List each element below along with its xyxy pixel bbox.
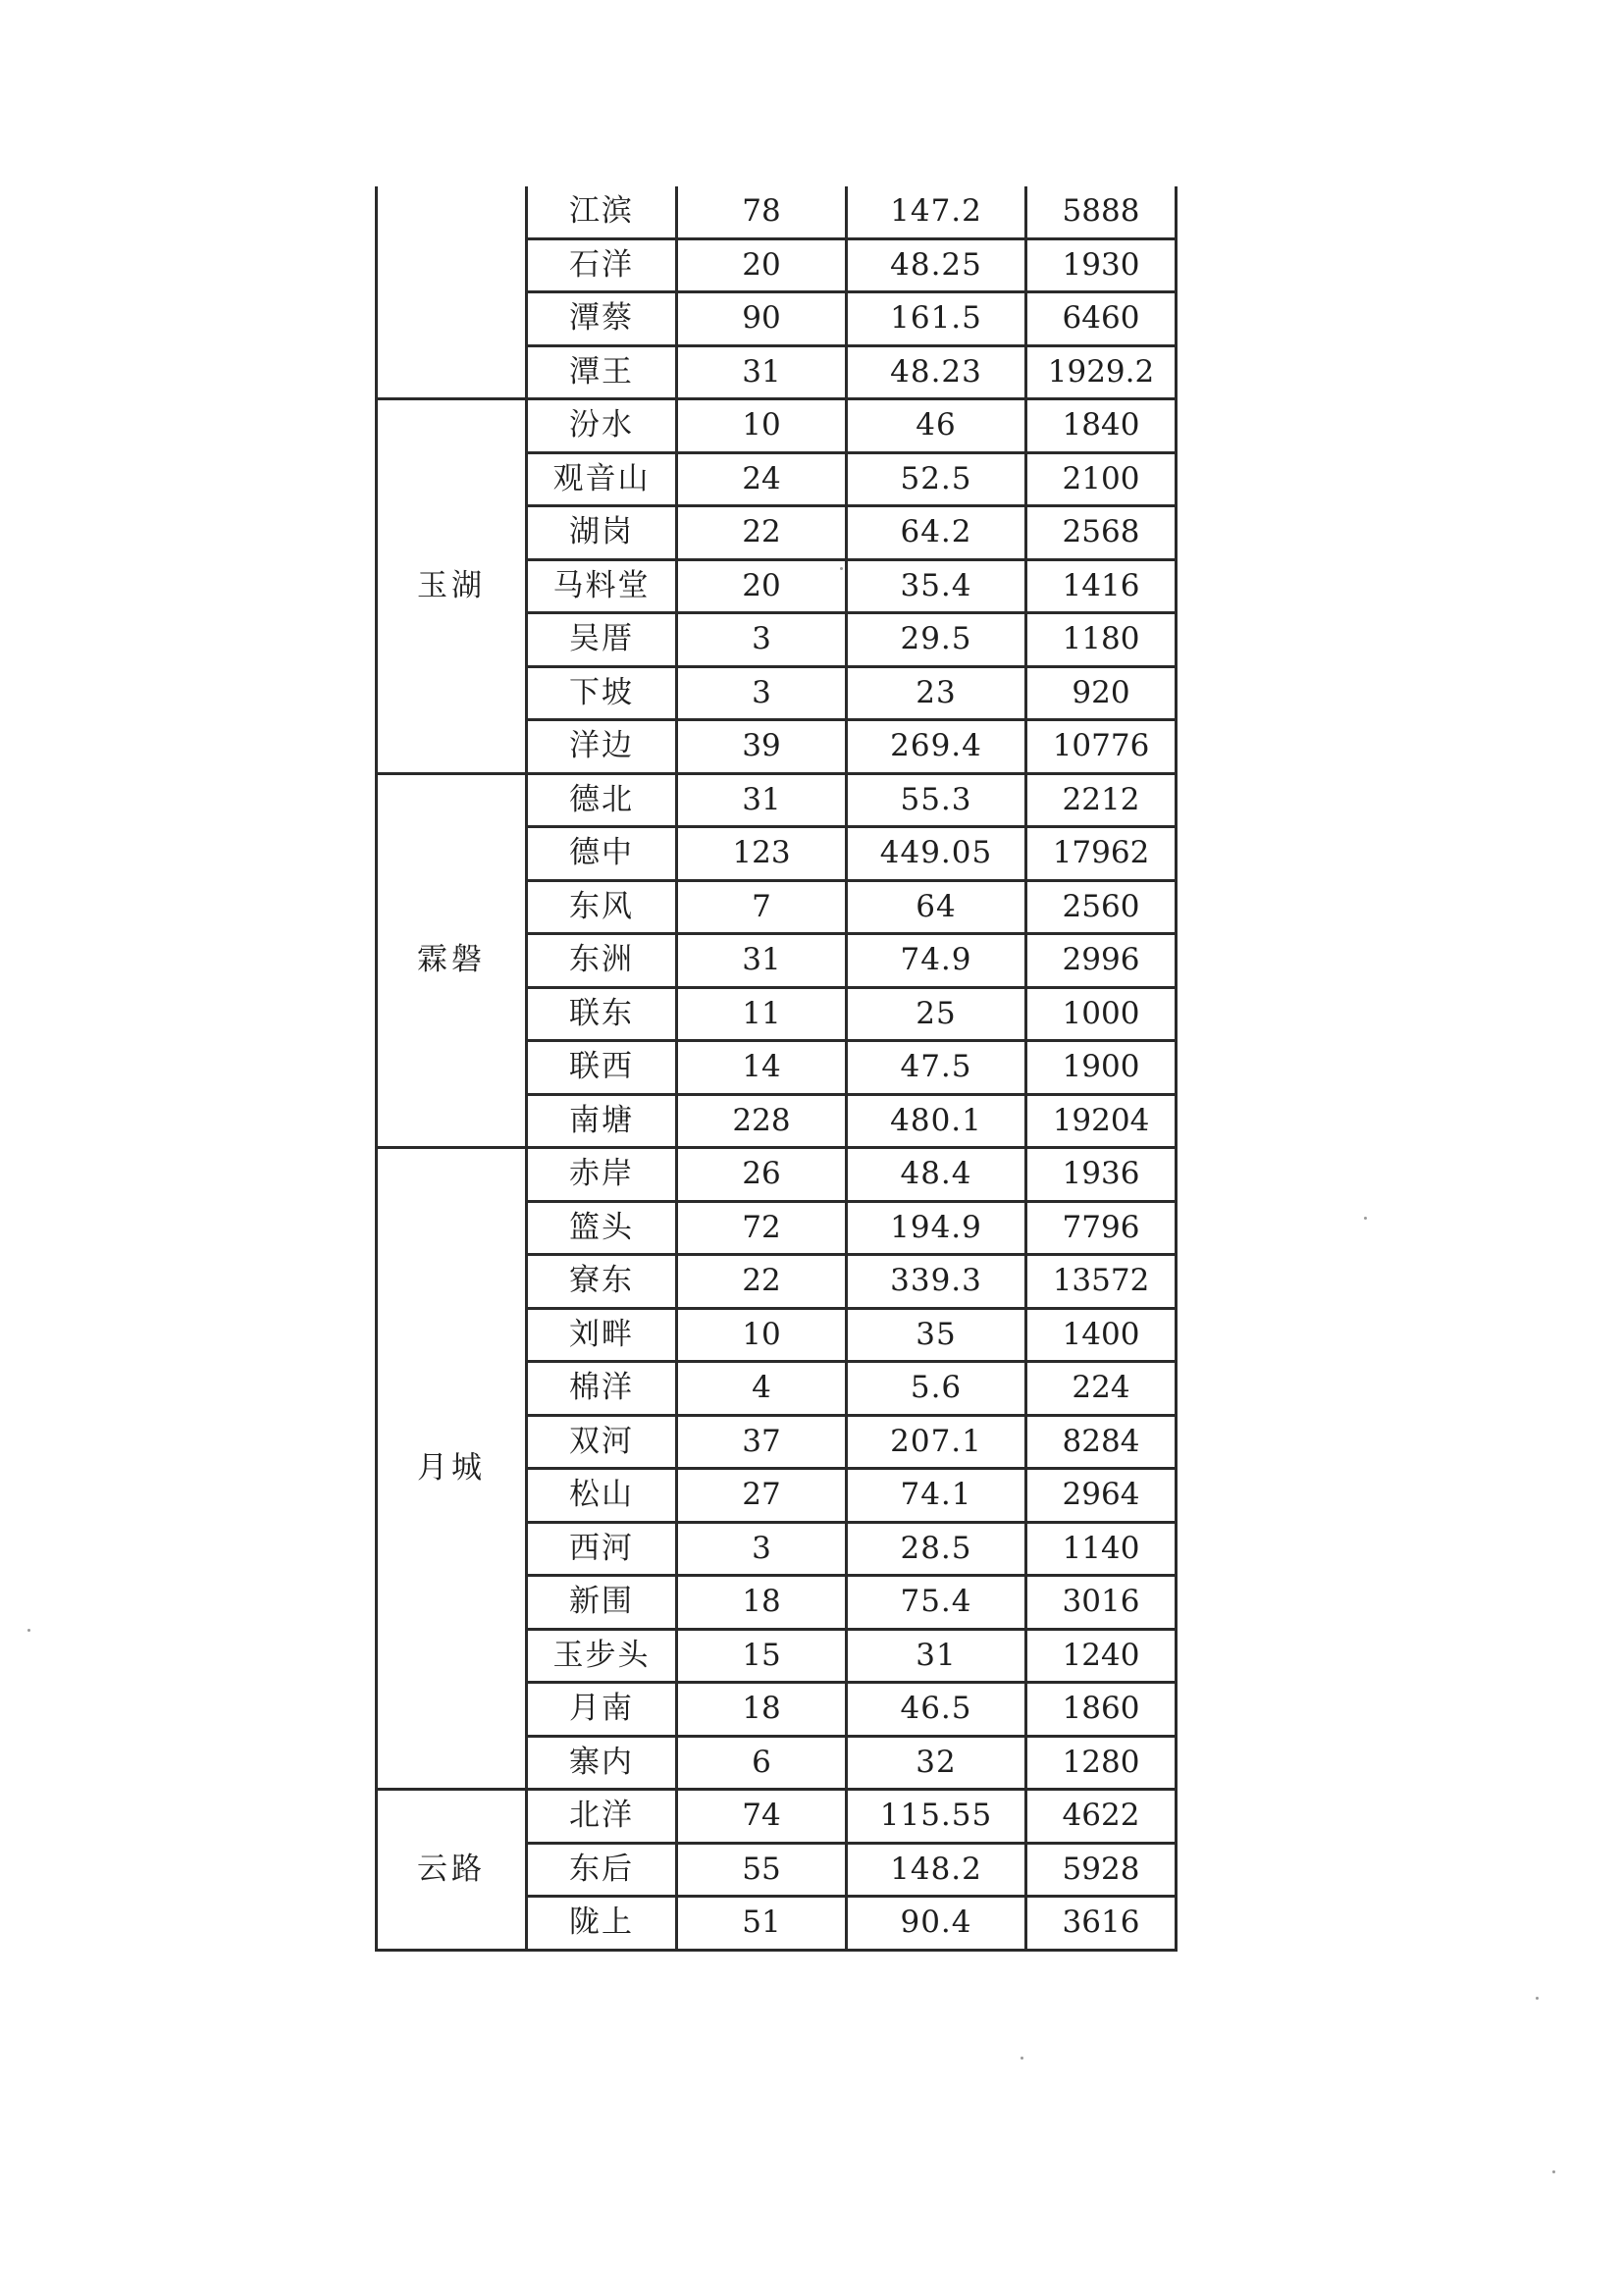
table-row xyxy=(377,399,1177,453)
quantity-cell: 48.25 xyxy=(847,238,1026,292)
count-cell: 10 xyxy=(677,399,847,453)
amount-cell: 2996 xyxy=(1026,934,1177,988)
count-cell: 51 xyxy=(677,1897,847,1951)
amount-cell: 224 xyxy=(1026,1362,1177,1416)
village-cell: 吴厝 xyxy=(527,613,677,667)
quantity-cell: 148.2 xyxy=(847,1843,1026,1897)
amount-cell: 5888 xyxy=(1026,186,1177,238)
count-cell: 4 xyxy=(677,1362,847,1416)
quantity-cell: 32 xyxy=(847,1736,1026,1790)
village-cell: 湖岗 xyxy=(527,506,677,560)
amount-cell: 7796 xyxy=(1026,1201,1177,1255)
data-table-container xyxy=(375,186,1178,1952)
village-cell: 刘畔 xyxy=(527,1308,677,1362)
count-cell: 74 xyxy=(677,1790,847,1844)
village-cell: 德中 xyxy=(527,827,677,881)
count-cell: 7 xyxy=(677,880,847,934)
count-cell: 11 xyxy=(677,987,847,1041)
amount-cell: 1180 xyxy=(1026,613,1177,667)
town-cell: 月城 xyxy=(377,1148,527,1790)
amount-cell: 1400 xyxy=(1026,1308,1177,1362)
village-cell: 观音山 xyxy=(527,452,677,506)
scan-speck xyxy=(1552,2170,1555,2173)
town-cell: 云路 xyxy=(377,1790,527,1951)
count-cell: 22 xyxy=(677,506,847,560)
amount-cell: 1860 xyxy=(1026,1683,1177,1737)
table-row xyxy=(377,186,1177,238)
amount-cell: 3016 xyxy=(1026,1576,1177,1630)
quantity-cell: 46 xyxy=(847,399,1026,453)
count-cell: 3 xyxy=(677,666,847,720)
town-cell xyxy=(377,186,527,399)
quantity-cell: 64.2 xyxy=(847,506,1026,560)
amount-cell: 2560 xyxy=(1026,880,1177,934)
quantity-cell: 339.3 xyxy=(847,1255,1026,1309)
amount-cell: 1140 xyxy=(1026,1522,1177,1576)
quantity-cell: 74.1 xyxy=(847,1469,1026,1523)
quantity-cell: 480.1 xyxy=(847,1094,1026,1148)
quantity-cell: 48.4 xyxy=(847,1148,1026,1202)
amount-cell: 3616 xyxy=(1026,1897,1177,1951)
count-cell: 10 xyxy=(677,1308,847,1362)
amount-cell: 1929.2 xyxy=(1026,345,1177,399)
amount-cell: 10776 xyxy=(1026,720,1177,774)
village-cell: 东后 xyxy=(527,1843,677,1897)
quantity-cell: 115.55 xyxy=(847,1790,1026,1844)
count-cell: 14 xyxy=(677,1041,847,1095)
count-cell: 39 xyxy=(677,720,847,774)
quantity-cell: 35 xyxy=(847,1308,1026,1362)
village-cell: 汾水 xyxy=(527,399,677,453)
quantity-cell: 29.5 xyxy=(847,613,1026,667)
village-cell: 潭蔡 xyxy=(527,292,677,346)
quantity-cell: 48.23 xyxy=(847,345,1026,399)
village-cell: 寨内 xyxy=(527,1736,677,1790)
village-cell: 潭王 xyxy=(527,345,677,399)
village-cell: 下坡 xyxy=(527,666,677,720)
scan-speck xyxy=(1021,2057,1023,2060)
amount-cell: 6460 xyxy=(1026,292,1177,346)
amount-cell: 2212 xyxy=(1026,773,1177,827)
amount-cell: 1000 xyxy=(1026,987,1177,1041)
amount-cell: 13572 xyxy=(1026,1255,1177,1309)
count-cell: 55 xyxy=(677,1843,847,1897)
count-cell: 72 xyxy=(677,1201,847,1255)
count-cell: 90 xyxy=(677,292,847,346)
village-cell: 松山 xyxy=(527,1469,677,1523)
village-cell: 东洲 xyxy=(527,934,677,988)
count-cell: 228 xyxy=(677,1094,847,1148)
quantity-cell: 269.4 xyxy=(847,720,1026,774)
village-cell: 联东 xyxy=(527,987,677,1041)
quantity-cell: 35.4 xyxy=(847,559,1026,613)
quantity-cell: 147.2 xyxy=(847,186,1026,238)
scan-speck xyxy=(1536,1997,1539,2000)
count-cell: 31 xyxy=(677,345,847,399)
count-cell: 22 xyxy=(677,1255,847,1309)
count-cell: 3 xyxy=(677,1522,847,1576)
count-cell: 20 xyxy=(677,238,847,292)
village-cell: 西河 xyxy=(527,1522,677,1576)
quantity-cell: 52.5 xyxy=(847,452,1026,506)
quantity-cell: 25 xyxy=(847,987,1026,1041)
village-cell: 江滨 xyxy=(527,186,677,238)
quantity-cell: 161.5 xyxy=(847,292,1026,346)
count-cell: 31 xyxy=(677,934,847,988)
table-row xyxy=(377,773,1177,827)
count-cell: 37 xyxy=(677,1415,847,1469)
count-cell: 18 xyxy=(677,1576,847,1630)
amount-cell: 17962 xyxy=(1026,827,1177,881)
village-cell: 篮头 xyxy=(527,1201,677,1255)
town-cell: 玉湖 xyxy=(377,399,527,774)
village-cell: 洋边 xyxy=(527,720,677,774)
scan-speck xyxy=(27,1629,30,1632)
count-cell: 26 xyxy=(677,1148,847,1202)
amount-cell: 8284 xyxy=(1026,1415,1177,1469)
village-cell: 寮东 xyxy=(527,1255,677,1309)
village-cell: 南塘 xyxy=(527,1094,677,1148)
village-cell: 棉洋 xyxy=(527,1362,677,1416)
count-cell: 20 xyxy=(677,559,847,613)
village-cell: 北洋 xyxy=(527,1790,677,1844)
table-row xyxy=(377,1790,1177,1844)
amount-cell: 1936 xyxy=(1026,1148,1177,1202)
count-cell: 78 xyxy=(677,186,847,238)
quantity-cell: 449.05 xyxy=(847,827,1026,881)
quantity-cell: 75.4 xyxy=(847,1576,1026,1630)
table-row xyxy=(377,1148,1177,1202)
amount-cell: 4622 xyxy=(1026,1790,1177,1844)
count-cell: 6 xyxy=(677,1736,847,1790)
quantity-cell: 31 xyxy=(847,1629,1026,1683)
quantity-cell: 5.6 xyxy=(847,1362,1026,1416)
village-cell: 赤岸 xyxy=(527,1148,677,1202)
village-cell: 德北 xyxy=(527,773,677,827)
count-cell: 15 xyxy=(677,1629,847,1683)
amount-cell: 2568 xyxy=(1026,506,1177,560)
amount-cell: 1240 xyxy=(1026,1629,1177,1683)
village-cell: 陇上 xyxy=(527,1897,677,1951)
count-cell: 24 xyxy=(677,452,847,506)
amount-cell: 920 xyxy=(1026,666,1177,720)
count-cell: 123 xyxy=(677,827,847,881)
quantity-cell: 207.1 xyxy=(847,1415,1026,1469)
amount-cell: 2964 xyxy=(1026,1469,1177,1523)
village-cell: 玉步头 xyxy=(527,1629,677,1683)
village-cell: 东风 xyxy=(527,880,677,934)
quantity-cell: 74.9 xyxy=(847,934,1026,988)
quantity-cell: 47.5 xyxy=(847,1041,1026,1095)
quantity-cell: 90.4 xyxy=(847,1897,1026,1951)
village-cell: 石洋 xyxy=(527,238,677,292)
amount-cell: 2100 xyxy=(1026,452,1177,506)
quantity-cell: 194.9 xyxy=(847,1201,1026,1255)
amount-cell: 19204 xyxy=(1026,1094,1177,1148)
quantity-cell: 64 xyxy=(847,880,1026,934)
village-cell: 新围 xyxy=(527,1576,677,1630)
amount-cell: 1416 xyxy=(1026,559,1177,613)
town-cell: 霖磐 xyxy=(377,773,527,1148)
village-cell: 联西 xyxy=(527,1041,677,1095)
amount-cell: 1900 xyxy=(1026,1041,1177,1095)
quantity-cell: 23 xyxy=(847,666,1026,720)
village-cell: 马料堂 xyxy=(527,559,677,613)
count-cell: 27 xyxy=(677,1469,847,1523)
amount-cell: 5928 xyxy=(1026,1843,1177,1897)
amount-cell: 1930 xyxy=(1026,238,1177,292)
scan-speck xyxy=(840,567,843,570)
quantity-cell: 46.5 xyxy=(847,1683,1026,1737)
amount-cell: 1840 xyxy=(1026,399,1177,453)
amount-cell: 1280 xyxy=(1026,1736,1177,1790)
quantity-cell: 55.3 xyxy=(847,773,1026,827)
village-cell: 双河 xyxy=(527,1415,677,1469)
count-cell: 31 xyxy=(677,773,847,827)
scan-speck xyxy=(1364,1217,1367,1220)
quantity-cell: 28.5 xyxy=(847,1522,1026,1576)
count-cell: 18 xyxy=(677,1683,847,1737)
table-body xyxy=(377,186,1177,1950)
village-data-table xyxy=(375,186,1178,1952)
village-cell: 月南 xyxy=(527,1683,677,1737)
count-cell: 3 xyxy=(677,613,847,667)
